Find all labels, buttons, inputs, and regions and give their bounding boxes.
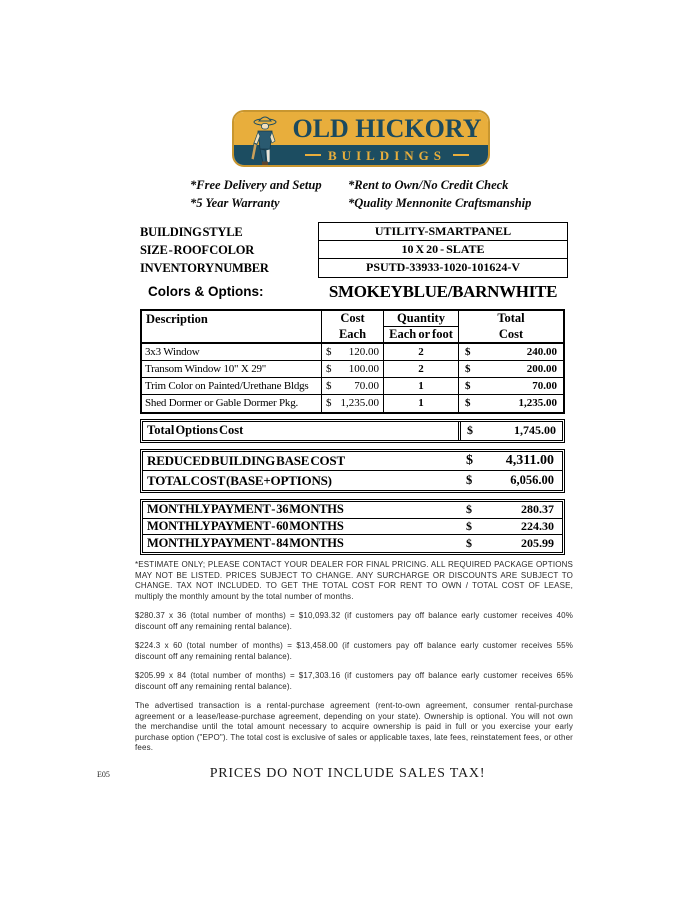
- taglines: [190, 178, 531, 211]
- row-description: Shed Dormer or Gable Dormer Pkg.: [142, 395, 322, 412]
- row-total: [459, 344, 563, 360]
- total-cost-row: [143, 471, 562, 490]
- sales-tax-notice: PRICES DO NOT INCLUDE SALES TAX!: [209, 766, 486, 781]
- row-quantity: 1: [384, 378, 459, 394]
- cost-value: 1,235.00: [340, 397, 379, 409]
- row-cost-each: [322, 344, 384, 360]
- dollar-sign: $: [467, 423, 473, 437]
- colors-options-value: SMOKEYBLUE/BARNWHITE: [328, 282, 558, 301]
- tagline-free-delivery: *Free Delivery and Setup: [190, 178, 322, 192]
- cost-summary-box: [140, 449, 565, 493]
- row-description: Transom Window 10" X 29": [142, 361, 322, 377]
- dollar-sign: $: [326, 380, 332, 392]
- base-cost-label: REDUCED BUILDING BASE COST: [147, 453, 345, 468]
- header-description: Description: [142, 311, 322, 342]
- payment-row-60: [143, 519, 562, 536]
- header-quantity: [384, 311, 459, 342]
- dollar-sign: $: [465, 346, 471, 358]
- building-style-value: UTILITY-SMARTPANEL: [319, 223, 567, 241]
- base-cost-row: [143, 452, 562, 471]
- colors-options-label: Colors & Options:: [148, 284, 264, 299]
- building-style-label: BUILDING STYLE: [140, 225, 243, 239]
- options-table-header: [142, 311, 563, 344]
- payment-36-label: MONTHLY PAYMENT - 36 MONTHS: [147, 502, 344, 517]
- dollar-sign: $: [465, 380, 471, 392]
- dollar-sign: $: [466, 518, 472, 533]
- header-total-cost: [459, 311, 563, 342]
- base-cost-amount: [462, 453, 562, 469]
- inventory-number-label: INVENTORY NUMBER: [140, 261, 269, 275]
- payoff-84-note: $205.99 x 84 (total number of months) = $17,303.16 (if customers pay off balance early customer receives 65% discount off any remaining rental balance).: [135, 671, 573, 691]
- payment-84-value: 205.99: [521, 535, 554, 550]
- row-cost-each: [322, 361, 384, 377]
- dollar-sign: $: [326, 397, 332, 409]
- payment-row-36: [143, 502, 562, 519]
- header-cost-each: [322, 311, 384, 342]
- row-description: Trim Color on Painted/Urethane Bldgs: [142, 378, 322, 394]
- total-options-cost-bar: [140, 419, 565, 443]
- table-row: [142, 395, 563, 412]
- payoff-36-note: $280.37 x 36 (total number of months) = $10,093.32 (if customers pay off balance early customer receives 40% discount off any remaining rental balance).: [135, 611, 573, 631]
- row-cost-each: [322, 378, 384, 394]
- payoff-60-note: $224.3 x 60 (total number of months) = $13,458.00 (if customers pay off balance early customer receives 55% discount off any remaining rental balance).: [135, 641, 573, 661]
- total-options-label: Total Options Cost: [147, 423, 244, 437]
- dollar-sign: $: [465, 397, 471, 409]
- total-value: 240.00: [526, 346, 557, 358]
- payment-36-value: 280.37: [521, 502, 554, 517]
- table-row: [142, 344, 563, 361]
- logo-title: OLD HICKORY: [292, 113, 482, 143]
- cost-value: 70.00: [354, 380, 379, 392]
- row-quantity: 2: [384, 361, 459, 377]
- total-cost-label: TOTAL COST (BASE+OPTIONS): [147, 472, 332, 488]
- dash-right: [453, 154, 469, 156]
- size-roofcolor-value: 10 X 20 - SLATE: [319, 241, 567, 259]
- total-cost-value: 6,056.00: [510, 473, 554, 487]
- table-row: [142, 361, 563, 378]
- dollar-sign: $: [465, 363, 471, 375]
- options-table: [140, 309, 565, 414]
- tagline-craftsmanship: *Quality Mennonite Craftsmanship: [348, 196, 532, 210]
- tagline-rent-to-own: *Rent to Own/No Credit Check: [348, 178, 509, 192]
- payment-60-value: 224.30: [521, 518, 554, 533]
- revision-code: E05: [97, 770, 110, 779]
- row-total: [459, 395, 563, 412]
- tagline-warranty: *5 Year Warranty: [190, 196, 280, 210]
- payment-84-label: MONTHLY PAYMENT - 84 MONTHS: [147, 535, 344, 550]
- building-info-values-box: [318, 222, 568, 278]
- total-value: 70.00: [532, 380, 557, 392]
- row-description: 3x3 Window: [142, 344, 322, 360]
- size-roofcolor-label: SIZE - ROOF COLOR: [140, 243, 255, 257]
- building-info-labels: [140, 223, 269, 277]
- row-total: [459, 361, 563, 377]
- payment-row-84: [143, 535, 562, 552]
- logo-subtitle: BUILDINGS: [328, 147, 446, 163]
- old-hickory-logo: [232, 110, 490, 167]
- header-total-line2: Cost: [498, 327, 524, 341]
- total-value: 200.00: [526, 363, 557, 375]
- inventory-number-value: PSUTD-33933-1020-101624-V: [366, 260, 520, 274]
- row-total: [459, 378, 563, 394]
- total-options-value: 1,745.00: [514, 423, 556, 437]
- payment-60-label: MONTHLY PAYMENT - 60 MONTHS: [147, 518, 344, 533]
- monthly-payments-box: [140, 499, 565, 555]
- cost-value: 120.00: [348, 346, 379, 358]
- base-cost-value: 4,311.00: [505, 453, 554, 468]
- disclaimer-section: [135, 560, 573, 763]
- row-cost-each: [322, 395, 384, 412]
- dollar-sign: $: [466, 453, 473, 468]
- payment-60-amount: [462, 519, 562, 534]
- dollar-sign: $: [326, 363, 332, 375]
- table-row: [142, 378, 563, 395]
- dollar-sign: $: [466, 502, 472, 517]
- row-quantity: 2: [384, 344, 459, 360]
- payment-84-amount: [462, 536, 562, 551]
- dash-left: [305, 154, 321, 156]
- header-total-line1: Total: [497, 311, 525, 325]
- row-quantity: 1: [384, 395, 459, 412]
- dollar-sign: $: [466, 535, 472, 550]
- header-qty-line1: Quantity: [384, 311, 458, 327]
- total-options-amount: [458, 422, 562, 440]
- farmer-mascot-icon: [246, 115, 284, 167]
- cost-value: 100.00: [348, 363, 379, 375]
- dollar-sign: $: [326, 346, 332, 358]
- total-value: 1,235.00: [518, 397, 557, 409]
- header-qty-line2: Each or foot: [389, 327, 453, 341]
- header-cost-line1: Cost: [340, 311, 365, 325]
- header-cost-line2: Each: [338, 327, 367, 341]
- dollar-sign: $: [466, 473, 473, 487]
- rental-agreement-note: The advertised transaction is a rental-purchase agreement (rent-to-own agreement, consumer rental-purchase agreement or a lease/lease-purchase agreement, depending on your state). Ownership is optional. You will not own the merchandise until the total amount necessary to acquire ownership is paid in full or you exercise your early purchase option ("EPO"). The total cost is exclusive of sales or applicable taxes, late fees, reinstatement fees, or other fees.: [135, 701, 573, 752]
- payment-36-amount: [462, 502, 562, 517]
- estimate-disclaimer: *ESTIMATE ONLY; PLEASE CONTACT YOUR DEALER FOR FINAL PRICING. ALL REQUIRED PACKAGE OPTIONS MAY NOT BE LISTED. PRICES SUBJECT TO CHANGE. ANY SURCHARGE OR DISCOUNTS ARE SUBJECT TO CHANGE. TAX NOT INCLUDED. TO GET THE TOTAL COST FOR RENT TO OWN / TOTAL COST OF LEASE, multiply the monthly amount by the total number of months.: [135, 560, 573, 601]
- total-cost-amount: [462, 473, 562, 488]
